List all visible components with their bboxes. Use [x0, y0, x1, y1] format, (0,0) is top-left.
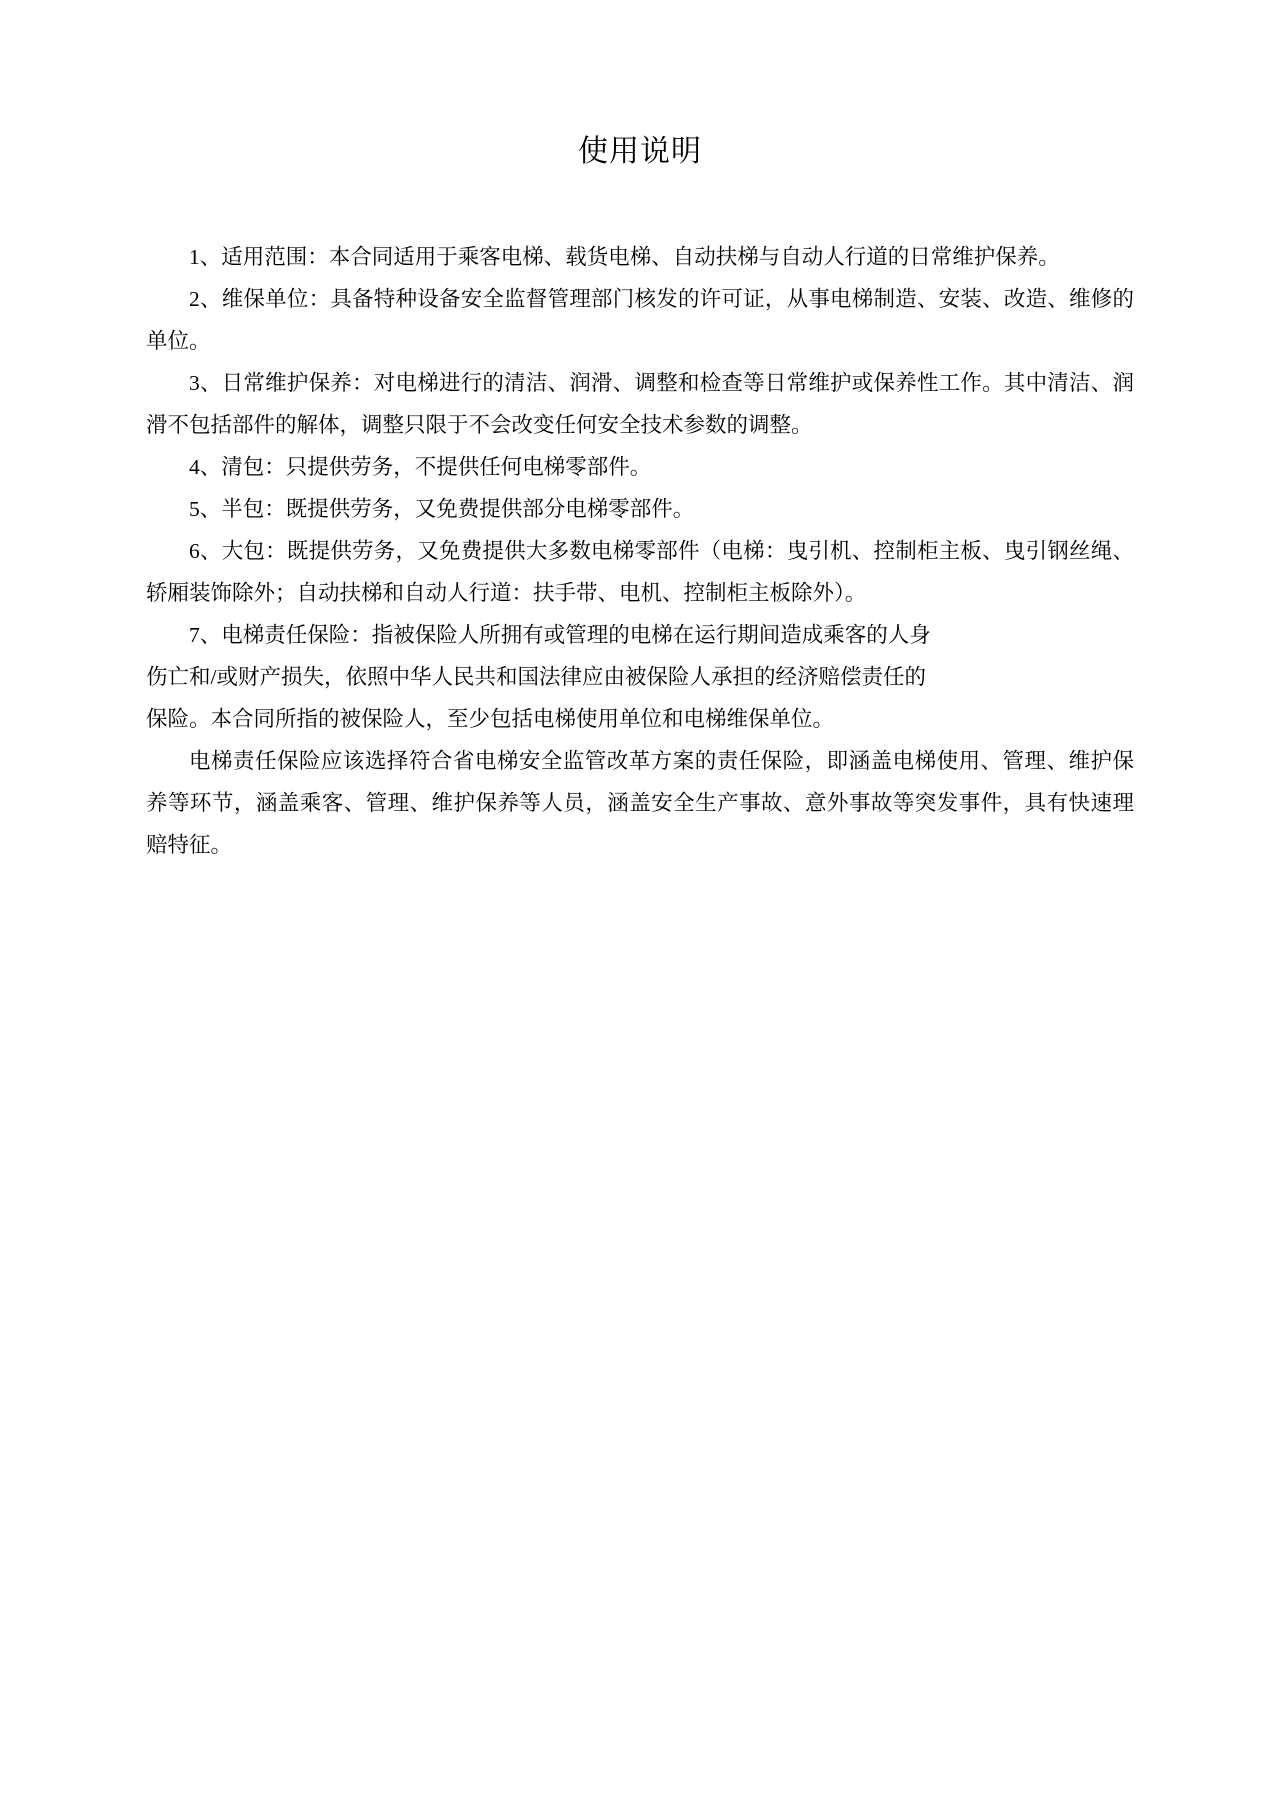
- liability-line-2: 伤亡和/或财产损失，依照中华人民共和国法律应由被保险人承担的经济赔偿责任的: [146, 665, 926, 689]
- page-title: 使用说明: [578, 135, 702, 168]
- liability-line-1: 7、电梯责任保险：指被保险人所拥有或管理的电梯在运行期间造成乘客的人身: [189, 623, 931, 647]
- paragraph-liability-insurance: [146, 614, 1134, 740]
- document-body: [146, 236, 1134, 866]
- paragraph-maintenance-unit: 2、维保单位：具备特种设备安全监督管理部门核发的许可证，从事电梯制造、安装、改造、维修的单位。: [146, 287, 1134, 353]
- paragraph-daily-maintenance: 3、日常维护保养：对电梯进行的清洁、润滑、调整和检查等日常维护或保养性工作。其中清洁、润滑不包括部件的解体，调整只限于不会改变任何安全技术参数的调整。: [146, 371, 1134, 437]
- paragraph-half-package: 5、半包：既提供劳务，又免费提供部分电梯零部件。: [189, 497, 695, 521]
- paragraph-scope: 1、适用范围：本合同适用于乘客电梯、载货电梯、自动扶梯与自动人行道的日常维护保养。: [189, 245, 1060, 269]
- liability-line-3: 保险。本合同所指的被保险人，至少包括电梯使用单位和电梯维保单位。: [146, 707, 835, 731]
- paragraph-liability-insurance-requirements: 电梯责任保险应该选择符合省电梯安全监管改革方案的责任保险，即涵盖电梯使用、管理、维护保养等环节，涵盖乘客、管理、维护保养等人员，涵盖安全生产事故、意外事故等突发事件，具有快速理赔特征。: [146, 749, 1134, 857]
- paragraph-labour-only: 4、清包：只提供劳务，不提供任何电梯零部件。: [189, 455, 652, 479]
- paragraph-full-package: 6、大包：既提供劳务，又免费提供大多数电梯零部件（电梯：曳引机、控制柜主板、曳引钢丝绳、轿厢装饰除外；自动扶梯和自动人行道：扶手带、电机、控制柜主板除外）。: [146, 539, 1134, 605]
